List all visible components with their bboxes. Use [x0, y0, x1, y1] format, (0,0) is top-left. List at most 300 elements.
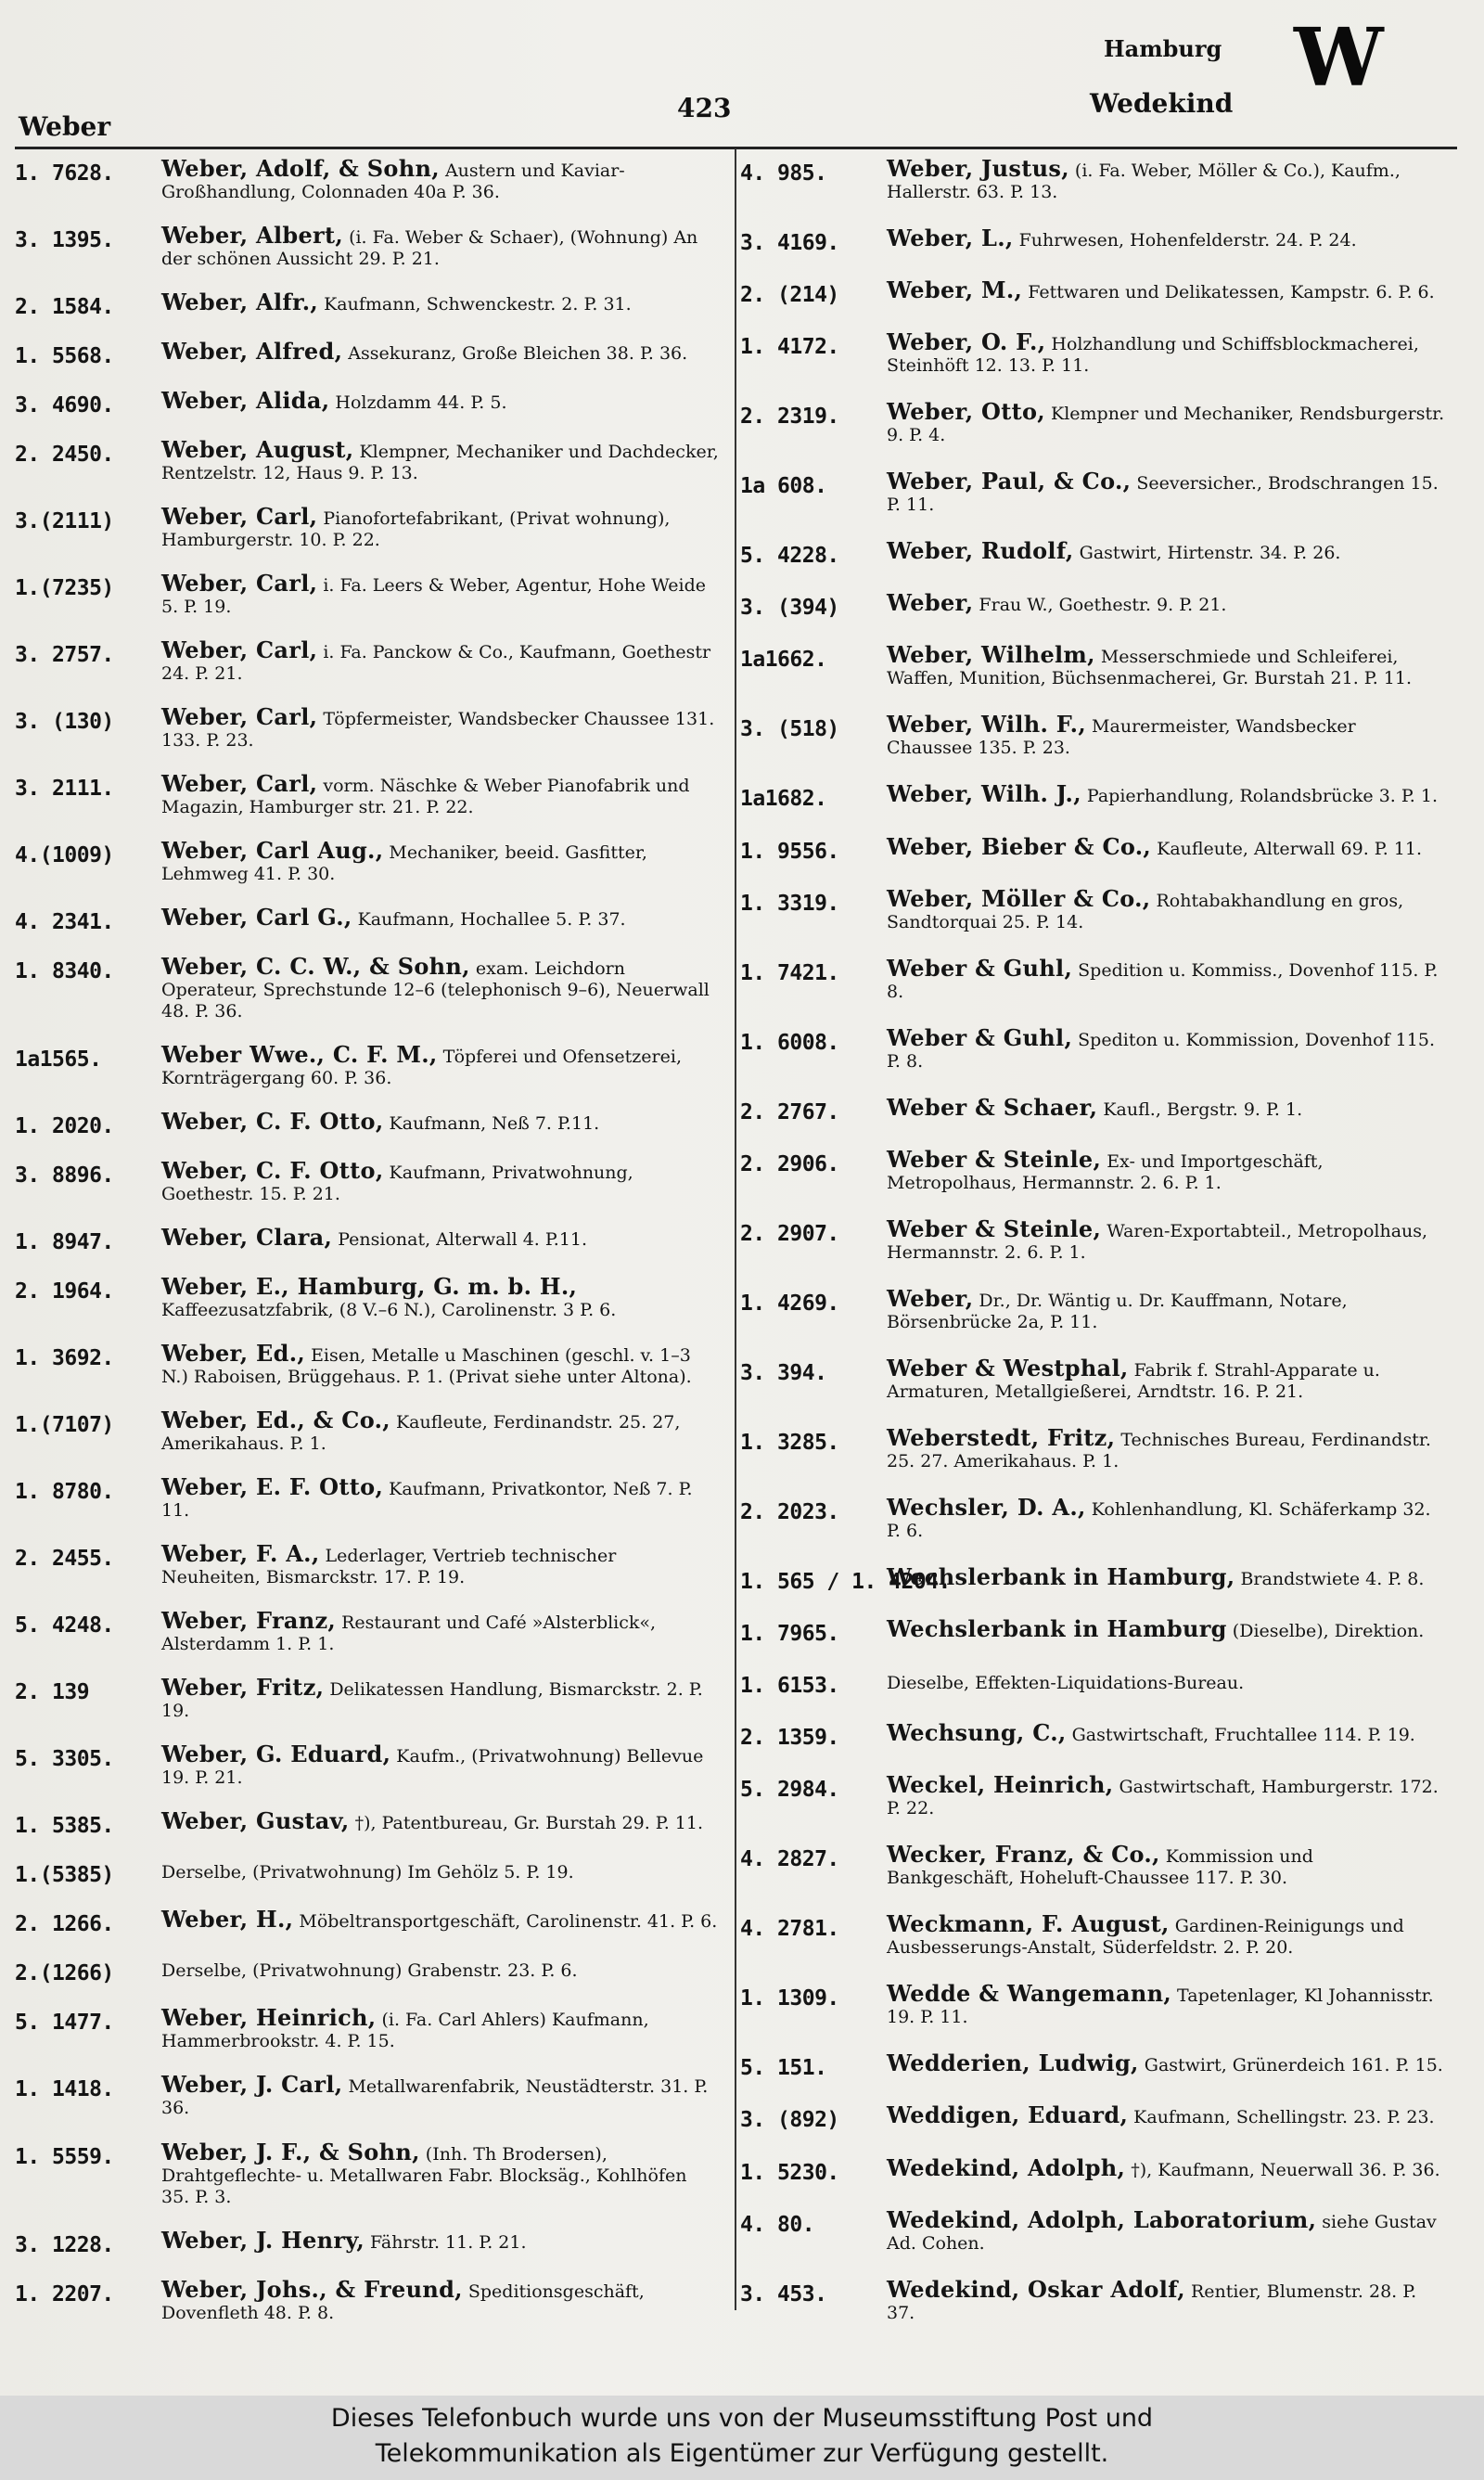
subscriber-name: Weber, M., [887, 276, 1023, 304]
subscriber-name: Weckel, Heinrich, [887, 1771, 1114, 1799]
listing-text [887, 1564, 1445, 1590]
subscriber-name: Weber, Carl Aug., [161, 837, 384, 865]
phone-number: 1a 608. [740, 474, 827, 499]
subscriber-details: Kaufleute, Alterwall 69. P. 11. [1157, 838, 1423, 859]
phone-number: 2. 2906. [740, 1151, 839, 1176]
subscriber-details: Kaufm., (Privatwohnung) Bellevue 19. P. 21. [161, 1746, 704, 1789]
subscriber-details: Frau W., Goethestr. 9. P. 21. [979, 595, 1227, 616]
subscriber-details: Ex- und Importgeschäft, Metropolhaus, Hermannstr. 2. 6. P. 1. [887, 1150, 1324, 1193]
phone-number: 1. 5385. [15, 1814, 114, 1839]
listing-entry [15, 1857, 720, 1887]
subscriber-name: Weber, Otto, [887, 398, 1045, 426]
subscriber-name: Weber, Rudolf, [887, 537, 1074, 565]
listing-entry [15, 339, 720, 368]
subscriber-details: Kommission und Bankgeschäft, Hoheluft-Chaussee 117. P. 30. [887, 1846, 1313, 1889]
listing-text [887, 1216, 1445, 1264]
subscriber-name: Weber, L., [887, 225, 1014, 252]
phone-number: 5. 151. [740, 2056, 827, 2081]
listing-entry [740, 2277, 1445, 2324]
phone-number: 2. 1359. [740, 1726, 839, 1751]
listing-text [887, 329, 1445, 377]
listing-entry [740, 590, 1445, 620]
subscriber-details: i. Fa. Panckow & Co., Kaufmann, Goethestr 24. P. 21. [161, 642, 711, 685]
listing-text [887, 469, 1445, 516]
listing-text [887, 886, 1445, 933]
listing-text [161, 771, 720, 818]
listing-entry [15, 1808, 720, 1838]
listing-text [887, 1286, 1445, 1333]
listing-text [161, 2139, 720, 2208]
subscriber-name: Weber & Guhl, [887, 1023, 1073, 1051]
subscriber-name: Weber, Wilh. F., [887, 711, 1086, 739]
phone-number: 1.(5385) [15, 1863, 114, 1888]
subscriber-details: Kaufleute, Ferdinandstr. 25. 27, Amerikahaus. P. 1. [161, 1412, 681, 1455]
listing-entry [15, 1474, 720, 1522]
listing-text [161, 571, 720, 618]
phone-number: 1. 6008. [740, 1030, 839, 1055]
listing-text [161, 1741, 720, 1789]
subscriber-details: (i. Fa. Weber & Schaer), (Wohnung) An der schönen Aussicht 29. P. 21. [161, 227, 698, 270]
right-column [740, 156, 1445, 2324]
listing-text [887, 1095, 1445, 1121]
phone-number: 3. 1395. [15, 228, 114, 253]
phone-number: 1. 8780. [15, 1480, 114, 1505]
listing-text [161, 156, 720, 203]
listing-entry [15, 1109, 720, 1138]
listing-text [887, 1147, 1445, 1194]
phone-number: 1a1565. [15, 1047, 102, 1073]
listing-text [161, 339, 720, 365]
subscriber-details: (Dieselbe), Direktion. [1232, 1621, 1425, 1642]
listing-text [887, 225, 1445, 251]
subscriber-details: (i. Fa. Carl Ahlers) Kaufmann, Hammerbrookstr. 4. P. 15. [161, 2010, 649, 2052]
listing-entry [15, 1741, 720, 1789]
subscriber-details: Gastwirt, Hirtenstr. 34. P. 26. [1079, 543, 1341, 564]
phone-number: 1. 6153. [740, 1674, 839, 1699]
listing-text [887, 1425, 1445, 1472]
subscriber-name: Weddigen, Eduard, [887, 2101, 1129, 2129]
subscriber-name: Wedde & Wangemann, [887, 1980, 1171, 2008]
phone-number: 1. 1418. [15, 2077, 114, 2102]
subscriber-details: Dr., Dr. Wäntig u. Dr. Kauffmann, Notare, Börsenbrücke 2a, P. 11. [887, 1290, 1348, 1332]
subscriber-details: Lederlager, Vertrieb technischer Neuheiten, Bismarckstr. 17. P. 19. [161, 1546, 617, 1588]
subscriber-details: Delikatessen Handlung, Bismarckstr. 2. P. 19. [161, 1679, 703, 1722]
subscriber-name: Weber, Heinrich, [161, 2004, 377, 2032]
subscriber-details: Metallwarenfabrik, Neustädterstr. 31. P. 36. [161, 2076, 709, 2119]
listing-entry [740, 329, 1445, 377]
subscriber-details: †), Patentbureau, Gr. Burstah 29. P. 11. [354, 1813, 704, 1834]
phone-number: 1. 3692. [15, 1346, 114, 1371]
phone-number: 4. 80. [740, 2212, 815, 2237]
listing-text [161, 1907, 720, 1933]
subscriber-name: Weber, Gustav, [161, 1807, 350, 1835]
subscriber-details: Holzhandlung und Schiffsblockmacherei, Steinhöft 12. 13. P. 11. [887, 334, 1419, 377]
subscriber-name: Weber, J. Henry, [161, 2226, 365, 2254]
subscriber-details: Kaufmann, Neß 7. P.11. [389, 1113, 600, 1135]
subscriber-name: Weber, Albert, [161, 222, 344, 250]
subscriber-name: Weber, J. Carl, [161, 2071, 343, 2099]
subscriber-name: Weber, Alida, [161, 387, 330, 415]
subscriber-details: Kaufmann, Privatkontor, Neß 7. P. 11. [161, 1479, 693, 1522]
listing-entry [15, 223, 720, 270]
listing-text [887, 2102, 1445, 2128]
listing-entry [740, 1286, 1445, 1333]
phone-number: 1.(7235) [15, 576, 114, 601]
subscriber-details: Speditionsgeschäft, Dovenfleth 48. P. 8. [161, 2281, 645, 2323]
subscriber-name: Wechslerbank in Hamburg, [887, 1563, 1235, 1591]
listing-text [161, 388, 720, 414]
listing-entry [15, 637, 720, 685]
listing-text [887, 1772, 1445, 1819]
subscriber-details: Pianofortefabrikant, (Privat wohnung), Hamburgerstr. 10. P. 22. [161, 508, 671, 551]
subscriber-name: Weber, [887, 589, 974, 617]
listing-text [887, 156, 1445, 203]
listing-text [161, 1109, 720, 1135]
phone-number: 3. 1228. [15, 2232, 114, 2257]
subscriber-details: Waren-Exportabteil., Metropolhaus, Hermannstr. 2. 6. P. 1. [887, 1220, 1428, 1263]
subscriber-name: Weber & Steinle, [887, 1145, 1102, 1173]
listing-text [887, 1911, 1445, 1959]
subscriber-details: Möbeltransportgeschäft, Carolinenstr. 41. P. 6. [299, 1911, 718, 1933]
listing-entry [15, 954, 720, 1022]
listing-text [887, 2155, 1445, 2181]
phone-number: 2.(1266) [15, 1961, 114, 1986]
phone-number: 5. 1477. [15, 2011, 114, 2036]
listing-entry [740, 1616, 1445, 1646]
subscriber-name: Weber, E., Hamburg, G. m. b. H., [161, 1273, 578, 1301]
subscriber-name: Weber, [887, 1284, 974, 1312]
subscriber-details: †), Kaufmann, Neuerwall 36. P. 36. [1131, 2159, 1440, 2180]
listing-entry [740, 225, 1445, 255]
listing-entry [15, 1541, 720, 1588]
subscriber-details: Kaufmann, Hochallee 5. P. 37. [357, 909, 626, 931]
subscriber-name: Weber, F. A., [161, 1540, 320, 1568]
listing-text [161, 1808, 720, 1834]
phone-number: 2. 2319. [740, 405, 839, 430]
subscriber-details: Gardinen-Reinigungs und Ausbesserungs-Anstalt, Süderfeldstr. 2. P. 20. [887, 1916, 1404, 1959]
listing-entry [740, 1772, 1445, 1819]
listing-entry [15, 1608, 720, 1655]
subscriber-name: Weber, Paul, & Co., [887, 468, 1132, 495]
listing-entry [740, 469, 1445, 516]
phone-number: 1. 565 / 1. 4204. [740, 1570, 951, 1595]
listing-text [887, 2277, 1445, 2324]
listing-text [887, 1495, 1445, 1542]
phone-number: 1. 8340. [15, 959, 114, 984]
phone-number: 2. 2450. [15, 443, 114, 468]
subscriber-details: Dieselbe, Effekten-Liquidations-Bureau. [887, 1673, 1245, 1694]
listing-text [161, 2072, 720, 2119]
subscriber-name: Wedderien, Ludwig, [887, 2050, 1139, 2077]
listing-text [161, 1857, 720, 1883]
listing-text [161, 2277, 720, 2324]
subscriber-details: Mechaniker, beeid. Gasfitter, Lehmweg 41. P. 30. [161, 842, 647, 885]
phone-number: 1. 8947. [15, 1230, 114, 1255]
subscriber-details: Restaurant und Café »Alsterblick«, Alsterdamm 1. P. 1. [161, 1613, 657, 1655]
listing-entry [740, 1564, 1445, 1594]
listing-text [161, 1158, 720, 1205]
listing-entry [15, 1274, 720, 1321]
phone-number: 2. 2023. [740, 1499, 839, 1524]
subscriber-name: Wedekind, Oskar Adolf, [887, 2275, 1185, 2303]
subscriber-details: Spediton u. Kommission, Dovenhof 115. P. 8. [887, 1029, 1435, 1072]
subscriber-details: Fettwaren und Delikatessen, Kampstr. 6. P. 6. [1028, 282, 1435, 303]
phone-number: 3. 4690. [15, 393, 114, 418]
phone-number: 1. 7628. [15, 161, 114, 186]
subscriber-name: Weber, Wilhelm, [887, 641, 1095, 669]
listing-entry [15, 2005, 720, 2052]
listing-text [887, 2207, 1445, 2255]
listing-entry [15, 838, 720, 885]
subscriber-details: Klempner, Mechaniker und Dachdecker, Rentzelstr. 12, Haus 9. P. 13. [161, 442, 719, 484]
subscriber-name: Weber, Möller & Co., [887, 884, 1151, 912]
phone-number: 5. 4248. [15, 1613, 114, 1638]
listing-entry [740, 886, 1445, 933]
phone-number: 2. 2455. [15, 1547, 114, 1572]
listing-entry [740, 156, 1445, 203]
listing-entry [15, 1341, 720, 1388]
running-head-right: Wedekind [1090, 88, 1234, 119]
listing-text [161, 637, 720, 685]
subscriber-name: Wecker, Franz, & Co., [887, 1841, 1160, 1869]
phone-number: 1. 2207. [15, 2281, 114, 2307]
phone-number: 5. 2984. [740, 1778, 839, 1803]
listing-text [887, 590, 1445, 616]
listing-entry [15, 905, 720, 934]
subscriber-name: Weber, C. C. W., & Sohn, [161, 953, 470, 981]
listing-text [161, 1341, 720, 1388]
subscriber-details: Messerschmiede und Schleiferei, Waffen, Munition, Büchsenmacherei, Gr. Burstah 21. P. 11. [887, 647, 1413, 689]
listing-entry [15, 1225, 720, 1254]
footer-line-2: Telekommunikation als Eigentümer zur Verfügung gestellt. [375, 2439, 1109, 2468]
subscriber-details: Austern und Kaviar-Großhandlung, Colonnaden 40a P. 36. [161, 161, 625, 202]
phone-number: 3. 453. [740, 2281, 827, 2307]
subscriber-name: Wechsung, C., [887, 1719, 1067, 1747]
listing-entry [740, 956, 1445, 1003]
listing-entry [740, 642, 1445, 689]
listing-entry [15, 2139, 720, 2208]
subscriber-name: Weber, J. F., & Sohn, [161, 2138, 420, 2165]
listing-text [887, 712, 1445, 759]
listing-text [887, 1668, 1445, 1694]
phone-number: 2. 2767. [740, 1099, 839, 1124]
phone-number: 4. 2341. [15, 910, 114, 935]
phone-number: 1a1662. [740, 648, 827, 673]
listing-text [887, 1842, 1445, 1889]
listing-text [161, 1956, 720, 1982]
listing-entry [740, 399, 1445, 446]
listing-entry [740, 1495, 1445, 1542]
subscriber-name: Weckmann, F. August, [887, 1910, 1170, 1938]
phone-number: 1. 4172. [740, 335, 839, 360]
phone-number: 2. 1266. [15, 1912, 114, 1937]
subscriber-name: Wedekind, Adolph, Laboratorium, [887, 2205, 1317, 2233]
subscriber-name: Weber, O. F., [887, 328, 1046, 356]
listing-text [161, 223, 720, 270]
subscriber-details: Fuhrwesen, Hohenfelderstr. 24. P. 24. [1018, 230, 1357, 251]
subscriber-name: Weber, Wilh. J., [887, 780, 1081, 808]
subscriber-details: Eisen, Metalle u Maschinen (geschl. v. 1–3 N.) Raboisen, Brüggehaus. P. 1. (Privat siehe unter Altona). [161, 1345, 692, 1388]
listing-entry [15, 388, 720, 418]
subscriber-details: Gastwirtschaft, Fruchtallee 114. P. 19. [1071, 1725, 1415, 1746]
listing-text [887, 1981, 1445, 2028]
listing-entry [740, 538, 1445, 568]
subscriber-name: Weber, Carl, [161, 570, 318, 598]
phone-number: 1. 3319. [740, 891, 839, 916]
listing-entry [15, 1675, 720, 1722]
listing-text [887, 956, 1445, 1003]
page-number: 423 [677, 93, 732, 123]
phone-number: 3. (394) [740, 596, 839, 621]
phone-number: 1. 5568. [15, 344, 114, 369]
listing-text [887, 538, 1445, 564]
listing-entry [15, 289, 720, 319]
listing-entry [15, 1042, 720, 1089]
listing-text [161, 2228, 720, 2254]
listing-text [161, 1225, 720, 1251]
phone-number: 1. 5230. [740, 2160, 839, 2185]
subscriber-details: Gastwirt, Grünerdeich 161. P. 15. [1144, 2055, 1443, 2076]
subscriber-details: Pensionat, Alterwall 4. P.11. [338, 1229, 588, 1251]
listing-text [161, 289, 720, 315]
subscriber-name: Weber, Alfred, [161, 338, 343, 366]
listing-text [887, 277, 1445, 303]
subscriber-details: (Inh. Th Brodersen), Drahtgeflechte- u. Metallwaren Fabr. Blocksäg., Kohlhöfen 35. P. 3. [161, 2143, 687, 2207]
subscriber-name: Weber, Franz, [161, 1607, 337, 1635]
listing-text [887, 1356, 1445, 1403]
phone-number: 3. (518) [740, 717, 839, 742]
subscriber-details: Spedition u. Kommiss., Dovenhof 115. P. 8. [887, 959, 1439, 1002]
phone-number: 5. 4228. [740, 544, 839, 569]
phone-number: 4. 2827. [740, 1847, 839, 1872]
subscriber-details: Tapetenlager, Kl Johannisstr. 19. P. 11. [887, 1985, 1434, 2028]
listing-entry [15, 504, 720, 551]
footer-notice [0, 2396, 1484, 2480]
subscriber-name: Weber, August, [161, 436, 354, 464]
phone-number: 1.(7107) [15, 1413, 114, 1438]
subscriber-details: Kaffeezusatzfabrik, (8 V.–6 N.), Carolinenstr. 3 P. 6. [161, 1300, 617, 1321]
phone-number: 1. 4269. [740, 1291, 839, 1316]
phone-number: 4.(1009) [15, 843, 114, 868]
listing-entry [740, 1095, 1445, 1124]
subscriber-details: Fährstr. 11. P. 21. [370, 2231, 527, 2253]
subscriber-name: Weber & Steinle, [887, 1214, 1102, 1242]
subscriber-name: Weber, Johs., & Freund, [161, 2275, 463, 2303]
subscriber-name: Weber, Carl, [161, 503, 318, 531]
phone-number: 1. 2020. [15, 1114, 114, 1139]
section-letter: W [1294, 11, 1384, 105]
subscriber-details: vorm. Näschke & Weber Pianofabrik und Magazin, Hamburger str. 21. P. 22. [161, 776, 690, 818]
subscriber-details: Assekuranz, Große Bleichen 38. P. 36. [348, 343, 688, 365]
column-divider [735, 148, 736, 2310]
subscriber-details: i. Fa. Leers & Weber, Agentur, Hohe Weide 5. P. 19. [161, 575, 706, 618]
subscriber-name: Wechsler, D. A., [887, 1493, 1086, 1521]
listing-text [887, 2050, 1445, 2076]
listing-text [887, 1720, 1445, 1746]
listing-text [161, 954, 720, 1022]
phone-number: 2. 139 [15, 1680, 90, 1705]
listing-entry [740, 2050, 1445, 2080]
listing-entry [740, 834, 1445, 864]
listing-entry [740, 1425, 1445, 1472]
subscriber-details: Kaufmann, Privatwohnung, Goethestr. 15. P. 21. [161, 1163, 633, 1205]
listing-entry [15, 156, 720, 203]
listing-entry [15, 571, 720, 618]
listing-text [161, 838, 720, 885]
subscriber-details: Töpferei und Ofensetzerei, Kornträgergang 60. P. 36. [161, 1047, 682, 1089]
phone-number: 2. 2907. [740, 1221, 839, 1246]
phone-number: 3. 4169. [740, 231, 839, 256]
subscriber-name: Weber & Guhl, [887, 954, 1073, 982]
subscriber-details: Gastwirtschaft, Hamburgerstr. 172. P. 22. [887, 1777, 1439, 1819]
subscriber-name: Wechslerbank in Hamburg [887, 1615, 1227, 1643]
subscriber-details: Kaufmann, Schwenckestr. 2. P. 31. [324, 294, 632, 315]
subscriber-details: Brandstwiete 4. P. 8. [1240, 1569, 1425, 1590]
listing-text [887, 1025, 1445, 1073]
listing-entry [15, 2277, 720, 2324]
listing-entry [15, 1158, 720, 1205]
phone-number: 3. 394. [740, 1360, 827, 1385]
phone-number: 1. 1309. [740, 1986, 839, 2011]
subscriber-name: Weber, C. F. Otto, [161, 1108, 384, 1136]
listing-entry [15, 704, 720, 752]
listing-entry [15, 2228, 720, 2257]
phone-number: 1. 5559. [15, 2144, 114, 2169]
subscriber-details: Rentier, Blumenstr. 28. P. 37. [887, 2281, 1417, 2323]
subscriber-details: Holzdamm 44. P. 5. [335, 392, 507, 414]
subscriber-details: Fabrik f. Strahl-Apparate u. Armaturen, Metallgießerei, Arndtstr. 16. P. 21. [887, 1359, 1380, 1402]
listing-text [161, 1608, 720, 1655]
phone-number: 2. (214) [740, 283, 839, 308]
listing-entry [15, 771, 720, 818]
subscriber-name: Wedekind, Adolph, [887, 2153, 1126, 2181]
listing-text [161, 504, 720, 551]
phone-number: 4. 2781. [740, 1917, 839, 1942]
listing-entry [740, 1216, 1445, 1264]
subscriber-details: Kaufmann, Schellingstr. 23. P. 23. [1133, 2107, 1435, 2128]
subscriber-details: Maurermeister, Wandsbecker Chaussee 135. P. 23. [887, 716, 1356, 759]
left-column [15, 156, 720, 2324]
phone-number: 1. 7421. [740, 960, 839, 985]
subscriber-details: Papierhandlung, Rolandsbrücke 3. P. 1. [1086, 786, 1439, 807]
subscriber-name: Weber, Fritz, [161, 1674, 325, 1702]
subscriber-details: Derselbe, (Privatwohnung) Grabenstr. 23. P. 6. [161, 1960, 578, 1982]
running-head-city: Hamburg [1104, 35, 1222, 62]
phone-number: 3. (892) [740, 2108, 839, 2133]
subscriber-details: Seeversicher., Brodschrangen 15. P. 11. [887, 473, 1439, 516]
phone-number: 3. 2757. [15, 643, 114, 668]
subscriber-details: exam. Leichdorn Operateur, Sprechstunde 12–6 (telephonisch 9–6), Neuerwall 48. P. 36. [161, 958, 710, 1022]
listing-entry [15, 1407, 720, 1455]
phone-number: 3. (130) [15, 710, 114, 735]
phone-number: 3.(2111) [15, 509, 114, 534]
listing-entry [740, 781, 1445, 811]
listing-entry [740, 2155, 1445, 2185]
subscriber-name: Weber, Carl, [161, 636, 318, 664]
listing-entry [740, 1147, 1445, 1194]
subscriber-name: Weber, E. F. Otto, [161, 1473, 384, 1501]
listing-text [161, 1042, 720, 1089]
subscriber-name: Weber, Carl, [161, 703, 318, 731]
phone-number: 1. 9556. [740, 839, 839, 864]
subscriber-details: siehe Gustav Ad. Cohen. [887, 2211, 1437, 2254]
subscriber-name: Weber Wwe., C. F. M., [161, 1041, 438, 1069]
subscriber-details: Klempner und Mechaniker, Rendsburgerstr. 9. P. 4. [887, 404, 1445, 446]
listing-text [161, 1407, 720, 1455]
footer-line-1: Dieses Telefonbuch wurde uns von der Museumsstiftung Post und [330, 2404, 1154, 2433]
listing-entry [740, 712, 1445, 759]
phone-number: 1. 3285. [740, 1430, 839, 1455]
